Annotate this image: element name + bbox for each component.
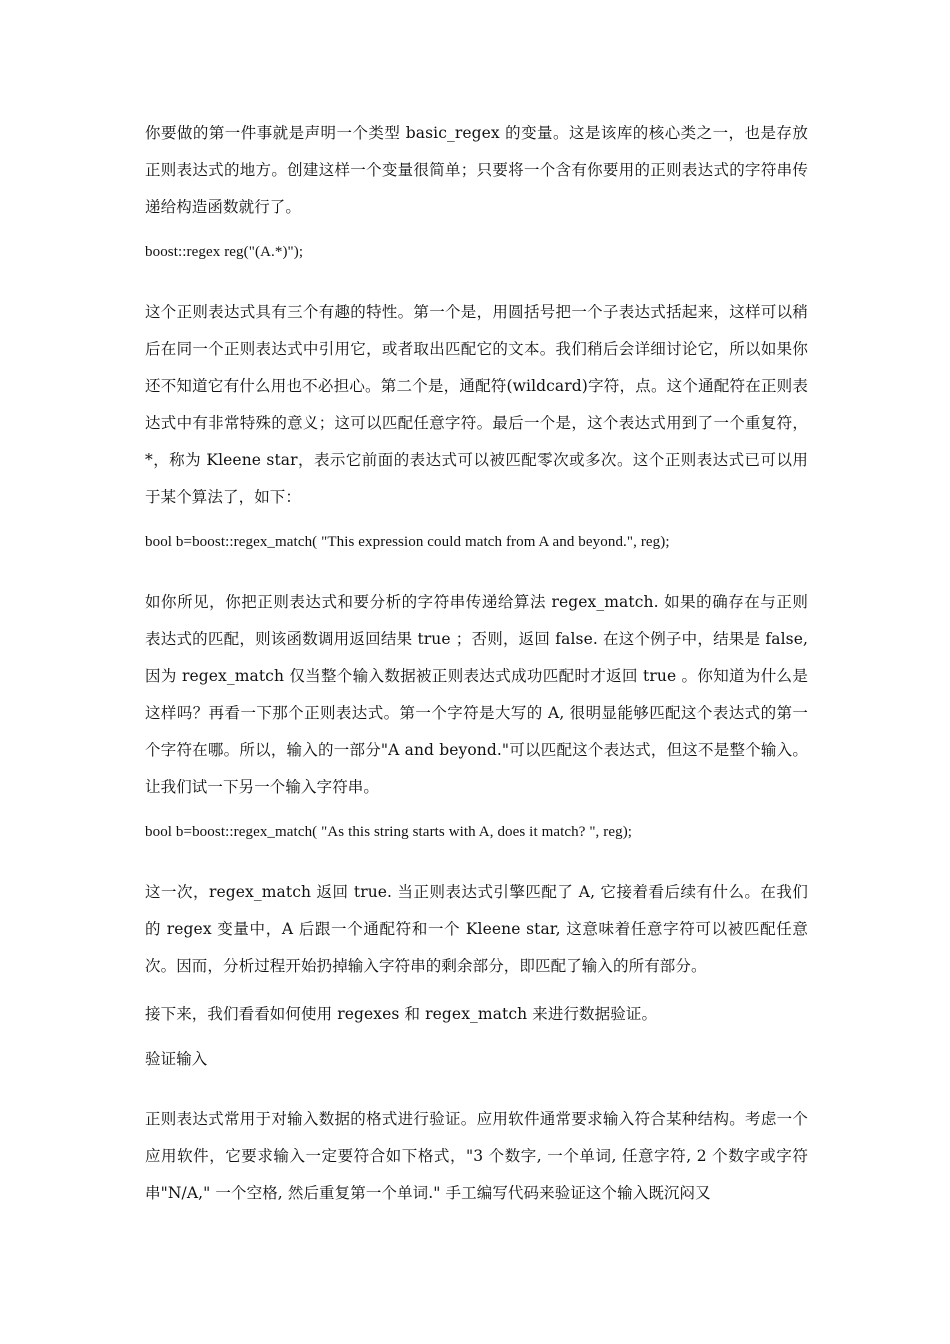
spacer <box>145 806 808 814</box>
section-heading-validate-input: 验证输入 <box>145 1050 208 1068</box>
spacer <box>145 1033 808 1041</box>
paragraph-regex-features: 这个正则表达式具有三个有趣的特性。第一个是，用圆括号把一个子表达式括起来，这样可以稍后在同一个正则表达式中引用它，或者取出匹配它的文本。我们稍后会详细讨论它，所以如果你还不知道它有什么用也不必担心。第二个是，通配符(wildcard)字符，点。这个通配符在正则表达式中有非常特殊的意义；这可以匹配任意字符。最后一个是，这个表达式用到了一个重复符，*，称为 Kleene star，表示它前面的表达式可以被匹配零次或多次。这个正则表达式已可以用于某个算法了，如下： <box>145 303 808 506</box>
document-body <box>145 115 808 1212</box>
spacer <box>145 985 808 996</box>
paragraph-second-match: 这一次，regex_match 返回 true. 当正则表达式引擎匹配了 A, 它接着看后续有什么。在我们的 regex 变量中，A 后跟一个通配符和一个 Kleene star, 这意味着任意字符可以被匹配任意次。因而，分析过程开始扔掉输入字符串的剩余部分，即匹配了输入的所有部分。 <box>145 883 808 975</box>
paragraph-regex-match-explanation: 如你所见，你把正则表达式和要分析的字符串传递给算法 regex_match. 如果的确存在与正则表达式的匹配，则该函数调用返回结果 true ；否则，返回 false. 在这个例子中，结果是 false, 因为 regex_match 仅当整个输入数据被正则表达式成功匹配时才返回 true 。你知道为什么是这样吗？再看一下那个正则表达式。第一个字符是大写的 A, 很明显能够匹配这个表达式的第一个字符在哪。所以，输入的一部分"A and beyond."可以匹配这个表达式，但这不是整个输入。让我们试一下另一个输入字符串。 <box>145 593 808 796</box>
spacer <box>145 271 808 294</box>
paragraph-next-topic: 接下来，我们看看如何使用 regexes 和 regex_match 来进行数据验证。 <box>145 1005 658 1023</box>
spacer <box>145 516 808 524</box>
paragraph-input-validation: 正则表达式常用于对输入数据的格式进行验证。应用软件通常要求输入符合某种结构。考虑一个应用软件，它要求输入一定要符合如下格式，"3 个数字, 一个单词, 任意字符, 2 个数字或字符串"N/A," 一个空格, 然后重复第一个单词." 手工编写代码来验证这个输入既沉闷又 <box>145 1110 808 1202</box>
spacer <box>145 561 808 584</box>
code-line-regex-match-1: bool b=boost::regex_match( "This expression could match from A and beyond.", reg); <box>145 534 670 550</box>
spacer <box>145 226 808 234</box>
code-line-regex-match-2: bool b=boost::regex_match( "As this string starts with A, does it match? ", reg); <box>145 824 633 840</box>
paragraph-basic-regex-intro: 你要做的第一件事就是声明一个类型 basic_regex 的变量。这是该库的核心类之一，也是存放正则表达式的地方。创建这样一个变量很简单；只要将一个含有你要用的正则表达式的字符串传递给构造函数就行了。 <box>145 124 808 216</box>
spacer <box>145 851 808 874</box>
spacer <box>145 1078 808 1101</box>
code-line-regex-declaration: boost::regex reg("(A.*)"); <box>145 244 304 260</box>
